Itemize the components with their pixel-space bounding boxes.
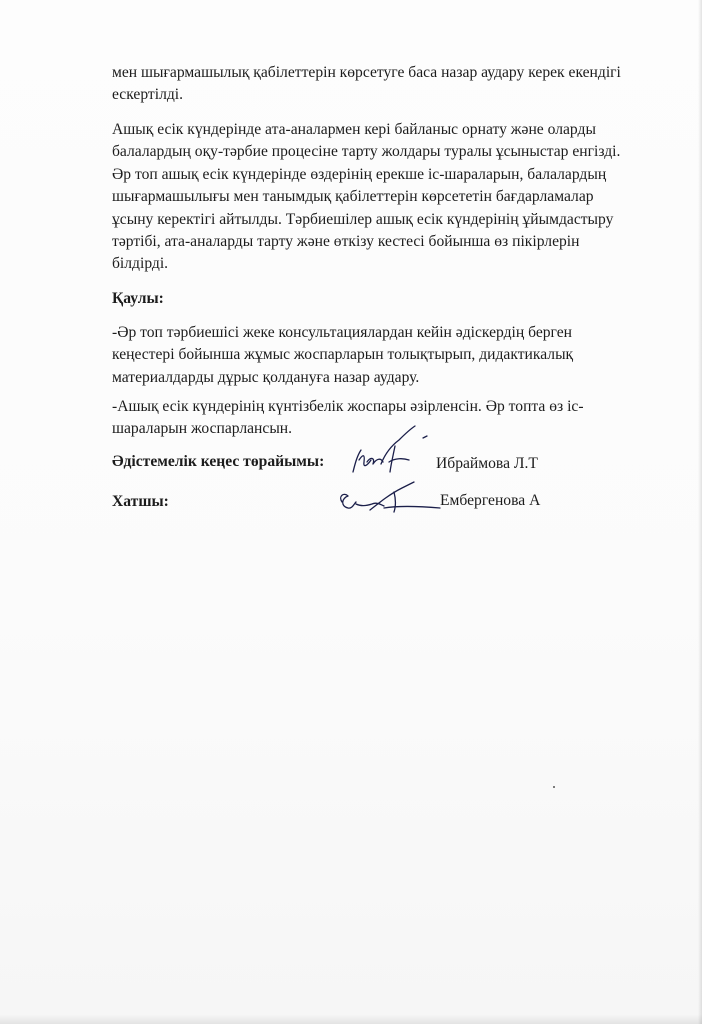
paragraph-continuation xyxy=(112,62,672,107)
text-line: шараларын жоспарлансын. xyxy=(112,420,293,438)
text-line: тәртібі, ата-аналарды тарту және өткізу кестесі бойынша өз пікірлерін xyxy=(112,233,580,251)
page-bottom-shadow xyxy=(0,1014,702,1024)
secretary-name: Ембергенова А xyxy=(440,492,541,509)
text-line: мен шығармашылық қабілеттерін көрсетуге баса назар аудару керек екендігі xyxy=(112,64,621,81)
text-line: шығармашылығы мен танымдық қабілеттерін көрсететін бағдарламалар xyxy=(112,188,594,206)
paper-speck xyxy=(553,786,555,788)
text-line: материалдарды дұрыс қолдануға назар аудару. xyxy=(112,368,420,386)
chair-name: Ибраймова Л.Т xyxy=(436,455,538,472)
text-line: балалардың оқу-тәрбие процесіне тарту жолдары туралы ұсыныстар енгізді. xyxy=(112,143,621,161)
text-line: -Әр топ тәрбиешісі жеке консультациялардан кейін әдіскердің берген xyxy=(112,324,573,341)
page-edge-shadow xyxy=(698,0,702,1024)
secretary-signature-icon xyxy=(336,480,446,520)
resolution-heading: Қаулы: xyxy=(112,290,164,307)
secretary-title: Хатшы: xyxy=(112,493,169,510)
chair-signature-icon xyxy=(345,424,435,480)
resolution-item-1 xyxy=(112,322,672,389)
text-line: Әр топ ашық есік күндерінде өздерінің ерекше іс-шараларын, балалардың xyxy=(112,165,607,183)
chair-title: Әдістемелік кеңес төрайымы: xyxy=(112,453,325,470)
text-line: ұсыну керектігі айтылды. Тәрбиешілер ашық есік күндерінің ұйымдастыру xyxy=(112,210,614,228)
text-line: Ашық есік күндерінде ата-аналармен кері байланыс орнату және оларды xyxy=(112,121,596,138)
text-line: білдірді. xyxy=(112,255,169,273)
text-line: ескертілді. xyxy=(112,86,184,104)
text-line: -Ашық есік күндерінің күнтізбелік жоспары әзірленсін. Әр топта өз іс- xyxy=(112,398,584,415)
text-line: кеңестері бойынша жұмыс жоспарларын толықтырып, дидактикалық xyxy=(112,346,574,364)
paragraph-open-day xyxy=(112,119,672,276)
